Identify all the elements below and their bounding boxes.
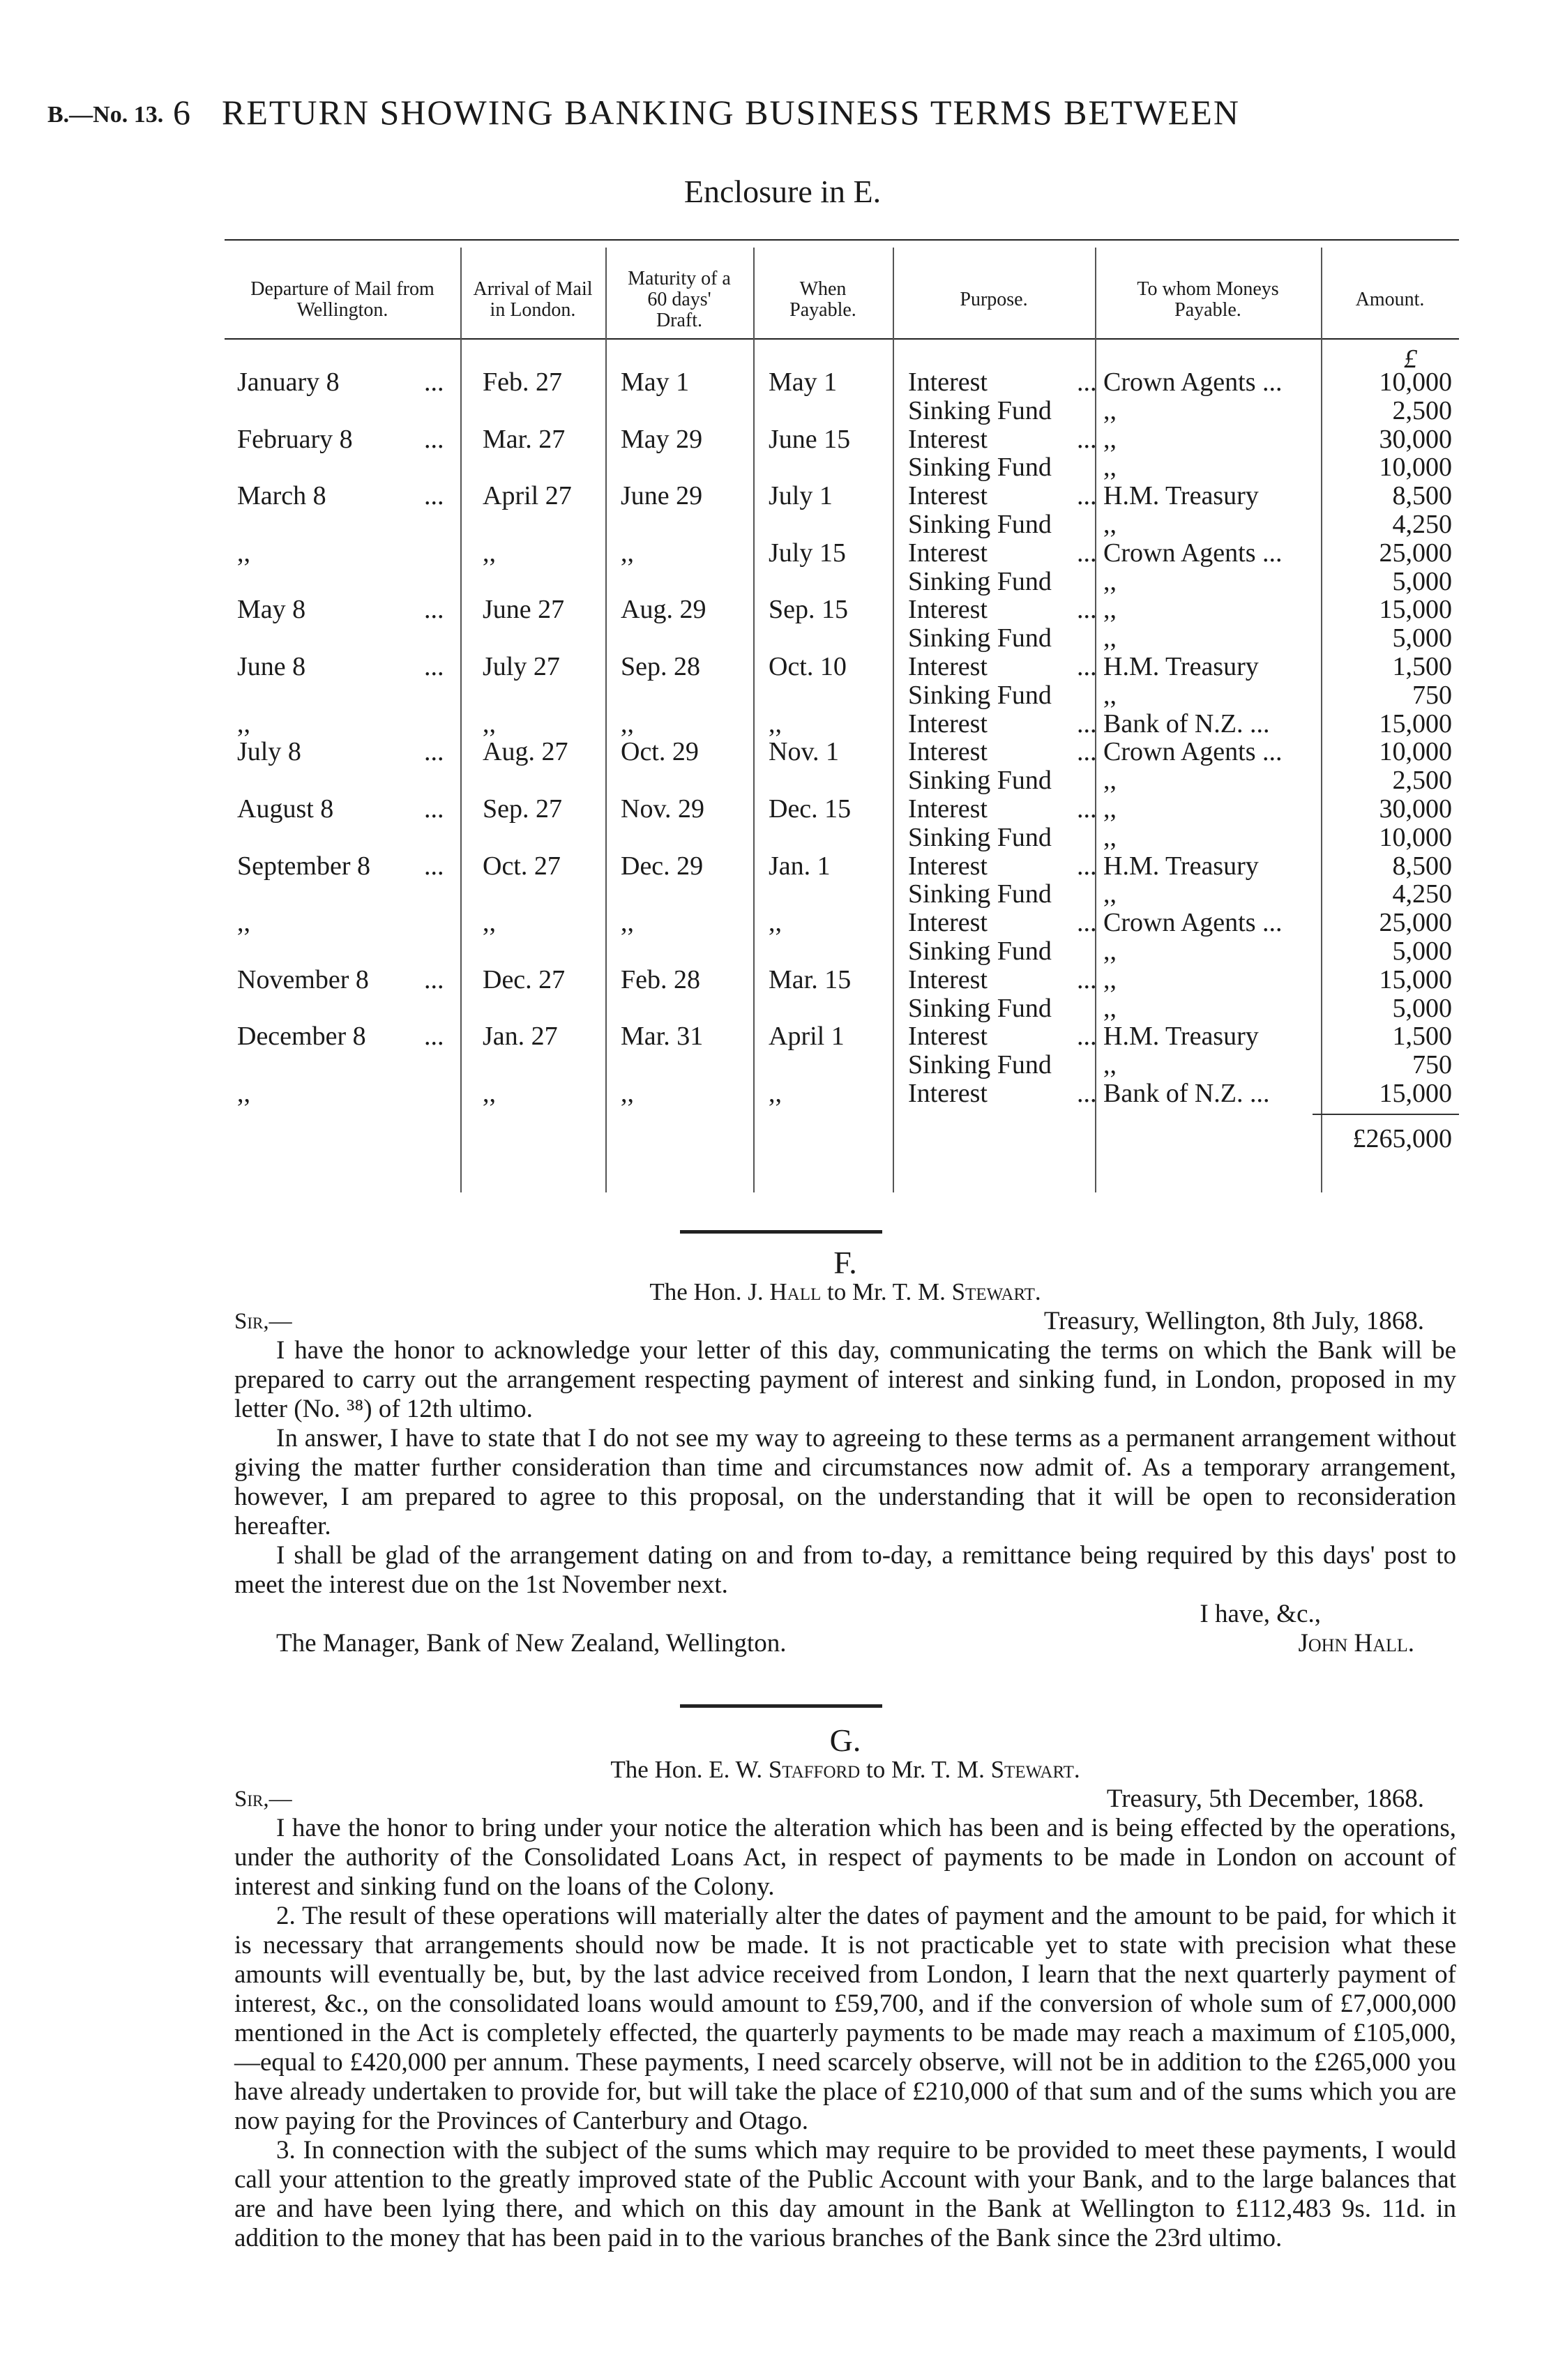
purpose-cell: Sinking Fund [908, 823, 1052, 852]
letter-g-paragraph: 3. In connection with the subject of the sums which may require to be provided to meet these payments, I would call your attention to the greatly improved state of the Public Account with your Bank, and to the large balances that are and have been lying there, and which on this day amount in the Bank at Wellington to £112,483 9s. 11d. in addition to the money that has been paid in to the various branches of the Bank since the 23rd ultimo. [234, 2136, 1456, 2252]
maturity-cell: Nov. 29 [621, 794, 704, 824]
departure-cell: August 8 [237, 794, 334, 824]
amount-cell: 8,500 [1392, 481, 1452, 510]
purpose-cell: Sinking Fund [908, 937, 1052, 966]
when-payable-cell: May 1 [769, 367, 838, 397]
payee-cell: Bank of N.Z. ... [1103, 1079, 1270, 1108]
document-reference: B.—No. 13. [47, 102, 164, 128]
when-payable-cell: Nov. 1 [769, 737, 839, 766]
payee-cell: ,, [1103, 965, 1117, 994]
letter-f-addressee: The Manager, Bank of New Zealand, Wellington. [276, 1629, 787, 1658]
departure-cell: ,, [237, 908, 250, 937]
purpose-cell: Interest [908, 367, 988, 397]
leader-dots: ... [1077, 481, 1097, 510]
amount-cell: 5,000 [1392, 994, 1452, 1023]
letter-f-paragraph: I have the honor to acknowledge your letter of this day, communicating the terms on which the Bank will be prepared to carry out the arrangement respecting payment of interest and sinking fund, in London, proposed in my letter (No. ³⁸) of 12th ultimo. [234, 1336, 1456, 1423]
payee-cell: ,, [1103, 1050, 1117, 1079]
payee-cell: Crown Agents ... [1103, 367, 1283, 397]
leader-dots: ... [1077, 652, 1097, 681]
letter-f [234, 1245, 1456, 1658]
header-departure: Departure of Mail from Wellington. [250, 278, 434, 321]
table-row [225, 425, 1459, 454]
amount-cell: 1,500 [1392, 652, 1452, 681]
letter-f-heading: F. [833, 1245, 857, 1280]
table-row [225, 596, 1459, 624]
table-row [225, 681, 1459, 710]
leader-dots: ... [1077, 709, 1097, 738]
payee-cell: ,, [1103, 766, 1117, 795]
amount-cell: 2,500 [1392, 396, 1452, 425]
total-rule [1313, 1114, 1459, 1115]
table-row [225, 937, 1459, 966]
when-payable-cell: July 1 [769, 481, 833, 510]
maturity-cell: ,, [621, 538, 634, 568]
departure-cell: May 8 [237, 595, 306, 624]
maturity-cell: Feb. 28 [621, 965, 700, 994]
payee-cell: ,, [1103, 623, 1117, 653]
letter-g-heading: G. [829, 1722, 861, 1758]
arrival-cell: Sep. 27 [483, 794, 562, 824]
purpose-cell: Sinking Fund [908, 453, 1052, 482]
leader-dots: ... [1077, 794, 1097, 824]
maturity-cell: Sep. 28 [621, 652, 700, 681]
purpose-cell: Interest [908, 538, 988, 568]
when-payable-cell: April 1 [769, 1022, 845, 1051]
payee-cell: ,, [1103, 595, 1117, 624]
purpose-cell: Sinking Fund [908, 1050, 1052, 1079]
purpose-cell: Interest [908, 851, 988, 881]
payee-cell: H.M. Treasury [1103, 851, 1259, 881]
maturity-cell: Mar. 31 [621, 1022, 704, 1051]
letter-g-salutation-line [234, 1784, 1456, 1814]
leader-dots: ... [1077, 595, 1097, 624]
letter-f-closing: I have, &c., [1200, 1600, 1321, 1628]
maturity-cell: ,, [621, 1079, 634, 1108]
table-row [225, 824, 1459, 852]
letter-f-paragraph: I shall be glad of the arrangement dating on and from to-day, a remittance being required by this days' post to meet the interest due on the 1st November next. [234, 1541, 1456, 1599]
leader-dots: ... [424, 851, 444, 881]
arrival-cell: ,, [483, 908, 496, 937]
table-row [225, 880, 1459, 909]
purpose-cell: Sinking Fund [908, 623, 1052, 653]
leader-dots: ... [424, 425, 444, 454]
letter-g-prefix: The Hon. E. W. [610, 1756, 763, 1783]
payee-cell: Crown Agents ... [1103, 538, 1283, 568]
leader-dots: ... [424, 1022, 444, 1051]
amount-cell: 4,250 [1392, 510, 1452, 539]
purpose-cell: Interest [908, 709, 988, 738]
leader-dots: ... [424, 367, 444, 397]
arrival-cell: Feb. 27 [483, 367, 562, 397]
amount-cell: 750 [1412, 1050, 1452, 1079]
arrival-cell: ,, [483, 538, 496, 568]
letter-f-from-to [234, 1278, 1456, 1307]
letter-g-from: Stafford [768, 1756, 861, 1783]
leader-dots: ... [1077, 1079, 1097, 1108]
leader-dots: ... [1077, 1022, 1097, 1051]
leader-dots: ... [1077, 538, 1097, 568]
payee-cell: ,, [1103, 879, 1117, 909]
table-row [225, 1051, 1459, 1079]
arrival-cell: June 27 [483, 595, 565, 624]
letter-f-signature: John Hall. [1298, 1629, 1414, 1658]
when-payable-cell: Sep. 15 [769, 595, 848, 624]
maturity-cell: June 29 [621, 481, 703, 510]
table-row [225, 966, 1459, 994]
maturity-cell: Aug. 29 [621, 595, 706, 624]
payee-cell: ,, [1103, 937, 1117, 966]
payee-cell: ,, [1103, 994, 1117, 1023]
table-row [225, 766, 1459, 795]
table-row [225, 453, 1459, 482]
header-maturity: Maturity of a 60 days' Draft. [628, 268, 731, 331]
purpose-cell: Interest [908, 737, 988, 766]
leader-dots: ... [1077, 425, 1097, 454]
amount-cell: 5,000 [1392, 567, 1452, 596]
purpose-cell: Interest [908, 425, 988, 454]
currency-symbol: £ [1404, 344, 1417, 374]
amount-cell: 750 [1412, 681, 1452, 710]
payee-cell: ,, [1103, 510, 1117, 539]
table-row [225, 368, 1459, 397]
when-payable-cell: Jan. 1 [769, 851, 831, 881]
maturity-cell: ,, [621, 709, 634, 738]
payee-cell: ,, [1103, 681, 1117, 710]
page-title: RETURN SHOWING BANKING BUSINESS TERMS BETWEEN [222, 93, 1240, 132]
section-separator [680, 1704, 882, 1708]
table-row [225, 624, 1459, 653]
table-row [225, 482, 1459, 510]
table-row [225, 909, 1459, 937]
payee-cell: ,, [1103, 823, 1117, 852]
letter-f-prefix: The Hon. J. [649, 1278, 764, 1305]
purpose-cell: Sinking Fund [908, 994, 1052, 1023]
page-header [47, 89, 1523, 145]
table-row [225, 710, 1459, 738]
purpose-cell: Interest [908, 1079, 988, 1108]
arrival-cell: July 27 [483, 652, 560, 681]
payee-cell: ,, [1103, 453, 1117, 482]
leader-dots: ... [424, 737, 444, 766]
departure-cell: ,, [237, 709, 250, 738]
departure-cell: ,, [237, 1079, 250, 1108]
letter-g-to-prefix: to Mr. T. M. [865, 1756, 985, 1783]
table-row [225, 852, 1459, 881]
amount-cell: 5,000 [1392, 937, 1452, 966]
purpose-cell: Interest [908, 965, 988, 994]
amount-cell: 5,000 [1392, 623, 1452, 653]
payee-cell: ,, [1103, 567, 1117, 596]
letter-f-to: Stewart. [951, 1278, 1041, 1305]
amount-cell: 15,000 [1379, 595, 1452, 624]
payee-cell: Bank of N.Z. ... [1103, 709, 1270, 738]
when-payable-cell: Mar. 15 [769, 965, 852, 994]
table-row [225, 539, 1459, 568]
arrival-cell: ,, [483, 1079, 496, 1108]
departure-cell: March 8 [237, 481, 326, 510]
letter-f-salutation: Sir,— [234, 1309, 292, 1334]
payee-cell: H.M. Treasury [1103, 1022, 1259, 1051]
table-row [225, 738, 1459, 766]
letter-f-to-prefix: to Mr. T. M. [827, 1278, 946, 1305]
when-payable-cell: June 15 [769, 425, 851, 454]
leader-dots: ... [424, 652, 444, 681]
table-total: £265,000 [1352, 1124, 1452, 1153]
payee-cell: H.M. Treasury [1103, 481, 1259, 510]
departure-cell: June 8 [237, 652, 306, 681]
purpose-cell: Interest [908, 595, 988, 624]
letter-g-salutation: Sir,— [234, 1787, 292, 1812]
amount-cell: 10,000 [1379, 823, 1452, 852]
when-payable-cell: ,, [769, 908, 782, 937]
when-payable-cell: July 15 [769, 538, 846, 568]
header-to-whom: To whom Moneys Payable. [1137, 278, 1279, 321]
letter-g-paragraph: 2. The result of these operations will materially alter the dates of payment and the amount to be paid, for which it is necessary that arrangements should now be made. It is not practicable yet to state with precision what these amounts will eventually be, but, by the last advice received from London, I learn that the next quarterly payment of interest, &c., on the consolidated loans would amount to £59,700, and if the conversion of whole sum of £7,000,000 mentioned in the Act is completely effected, the quarterly payments to be made may reach a maximum of £105,000,—equal to £420,000 per annum. These payments, I need scarcely observe, will not be in addition to the £265,000 you have already undertaken to provide for, but will take the place of £210,000 of that sum and of the sums which you are now paying for the Provinces of Canterbury and Otago. [234, 1902, 1456, 2135]
amount-cell: 15,000 [1379, 1079, 1452, 1108]
purpose-cell: Interest [908, 908, 988, 937]
leader-dots: ... [1077, 965, 1097, 994]
payee-cell: Crown Agents ... [1103, 737, 1283, 766]
banking-terms-table [225, 234, 1459, 1196]
maturity-cell: May 1 [621, 367, 690, 397]
amount-cell: 30,000 [1379, 794, 1452, 824]
leader-dots: ... [1077, 367, 1097, 397]
payee-cell: Crown Agents ... [1103, 908, 1283, 937]
arrival-cell: Aug. 27 [483, 737, 568, 766]
amount-cell: 1,500 [1392, 1022, 1452, 1051]
when-payable-cell: Dec. 15 [769, 794, 852, 824]
header-arrival: Arrival of Mail in London. [473, 278, 593, 321]
amount-cell: 8,500 [1392, 851, 1452, 881]
letter-g-to: Stewart. [990, 1756, 1080, 1783]
departure-cell: ,, [237, 538, 250, 568]
maturity-cell: Dec. 29 [621, 851, 704, 881]
purpose-cell: Sinking Fund [908, 766, 1052, 795]
letter-g-from-to [234, 1755, 1456, 1784]
when-payable-cell: ,, [769, 709, 782, 738]
header-when-payable: When Payable. [789, 278, 856, 321]
arrival-cell: April 27 [483, 481, 572, 510]
table-row [225, 653, 1459, 681]
purpose-cell: Sinking Fund [908, 879, 1052, 909]
amount-cell: 15,000 [1379, 709, 1452, 738]
amount-cell: 4,250 [1392, 879, 1452, 909]
table-row [225, 568, 1459, 596]
amount-cell: 10,000 [1379, 367, 1452, 397]
payee-cell: ,, [1103, 794, 1117, 824]
section-separator [680, 1230, 882, 1234]
departure-cell: November 8 [237, 965, 369, 994]
leader-dots: ... [424, 965, 444, 994]
purpose-cell: Sinking Fund [908, 396, 1052, 425]
leader-dots: ... [1077, 851, 1097, 881]
table-row [225, 1022, 1459, 1051]
table-row [225, 397, 1459, 425]
purpose-cell: Sinking Fund [908, 681, 1052, 710]
table-row [225, 510, 1459, 539]
arrival-cell: ,, [483, 709, 496, 738]
letter-f-place-date: Treasury, Wellington, 8th July, 1868. [1043, 1307, 1424, 1335]
arrival-cell: Dec. 27 [483, 965, 566, 994]
purpose-cell: Interest [908, 481, 988, 510]
arrival-cell: Oct. 27 [483, 851, 561, 881]
maturity-cell: ,, [621, 908, 634, 937]
header-amount: Amount. [1355, 289, 1425, 310]
maturity-cell: Oct. 29 [621, 737, 699, 766]
amount-cell: 10,000 [1379, 453, 1452, 482]
table-row [225, 1079, 1459, 1108]
letter-f-closing-block [234, 1600, 1456, 1658]
leader-dots: ... [1077, 737, 1097, 766]
maturity-cell: May 29 [621, 425, 703, 454]
page-number: 6 [173, 93, 190, 132]
purpose-cell: Sinking Fund [908, 510, 1052, 539]
arrival-cell: Mar. 27 [483, 425, 566, 454]
amount-cell: 25,000 [1379, 908, 1452, 937]
departure-cell: July 8 [237, 737, 301, 766]
when-payable-cell: ,, [769, 1079, 782, 1108]
purpose-cell: Interest [908, 1022, 988, 1051]
letter-f-salutation-line [234, 1307, 1456, 1336]
letter-g-paragraph: I have the honor to bring under your notice the alteration which has been and is being effected by the operations, under the authority of the Consolidated Loans Act, in respect of payments to be made in London on account of interest and sinking fund on the loans of the Colony. [234, 1814, 1456, 1901]
letter-f-paragraph: In answer, I have to state that I do not see my way to agreeing to these terms as a permanent arrangement without giving the matter further consideration than time and circumstances now admit of. As a temporary arrangement, however, I am prepared to agree to this proposal, on the understanding that it will be open to reconsideration hereafter. [234, 1424, 1456, 1540]
amount-cell: 15,000 [1379, 965, 1452, 994]
table-row [225, 795, 1459, 824]
payee-cell: H.M. Treasury [1103, 652, 1259, 681]
letter-g [234, 1722, 1456, 2253]
payee-cell: ,, [1103, 396, 1117, 425]
departure-cell: January 8 [237, 367, 340, 397]
amount-cell: 25,000 [1379, 538, 1452, 568]
when-payable-cell: Oct. 10 [769, 652, 847, 681]
departure-cell: December 8 [237, 1022, 366, 1051]
payee-cell: ,, [1103, 425, 1117, 454]
table-top-rule [225, 239, 1459, 241]
purpose-cell: Sinking Fund [908, 567, 1052, 596]
leader-dots: ... [424, 481, 444, 510]
leader-dots: ... [424, 794, 444, 824]
leader-dots: ... [1077, 908, 1097, 937]
table-row [225, 994, 1459, 1023]
purpose-cell: Interest [908, 794, 988, 824]
letter-f-from: Hall [769, 1278, 822, 1305]
header-purpose: Purpose. [960, 289, 1028, 310]
departure-cell: September 8 [237, 851, 371, 881]
letter-g-place-date: Treasury, 5th December, 1868. [1106, 1784, 1424, 1813]
departure-cell: February 8 [237, 425, 353, 454]
enclosure-heading: Enclosure in E. [683, 174, 882, 209]
leader-dots: ... [424, 595, 444, 624]
amount-cell: 30,000 [1379, 425, 1452, 454]
amount-cell: 2,500 [1392, 766, 1452, 795]
arrival-cell: Jan. 27 [483, 1022, 558, 1051]
amount-cell: 10,000 [1379, 737, 1452, 766]
purpose-cell: Interest [908, 652, 988, 681]
